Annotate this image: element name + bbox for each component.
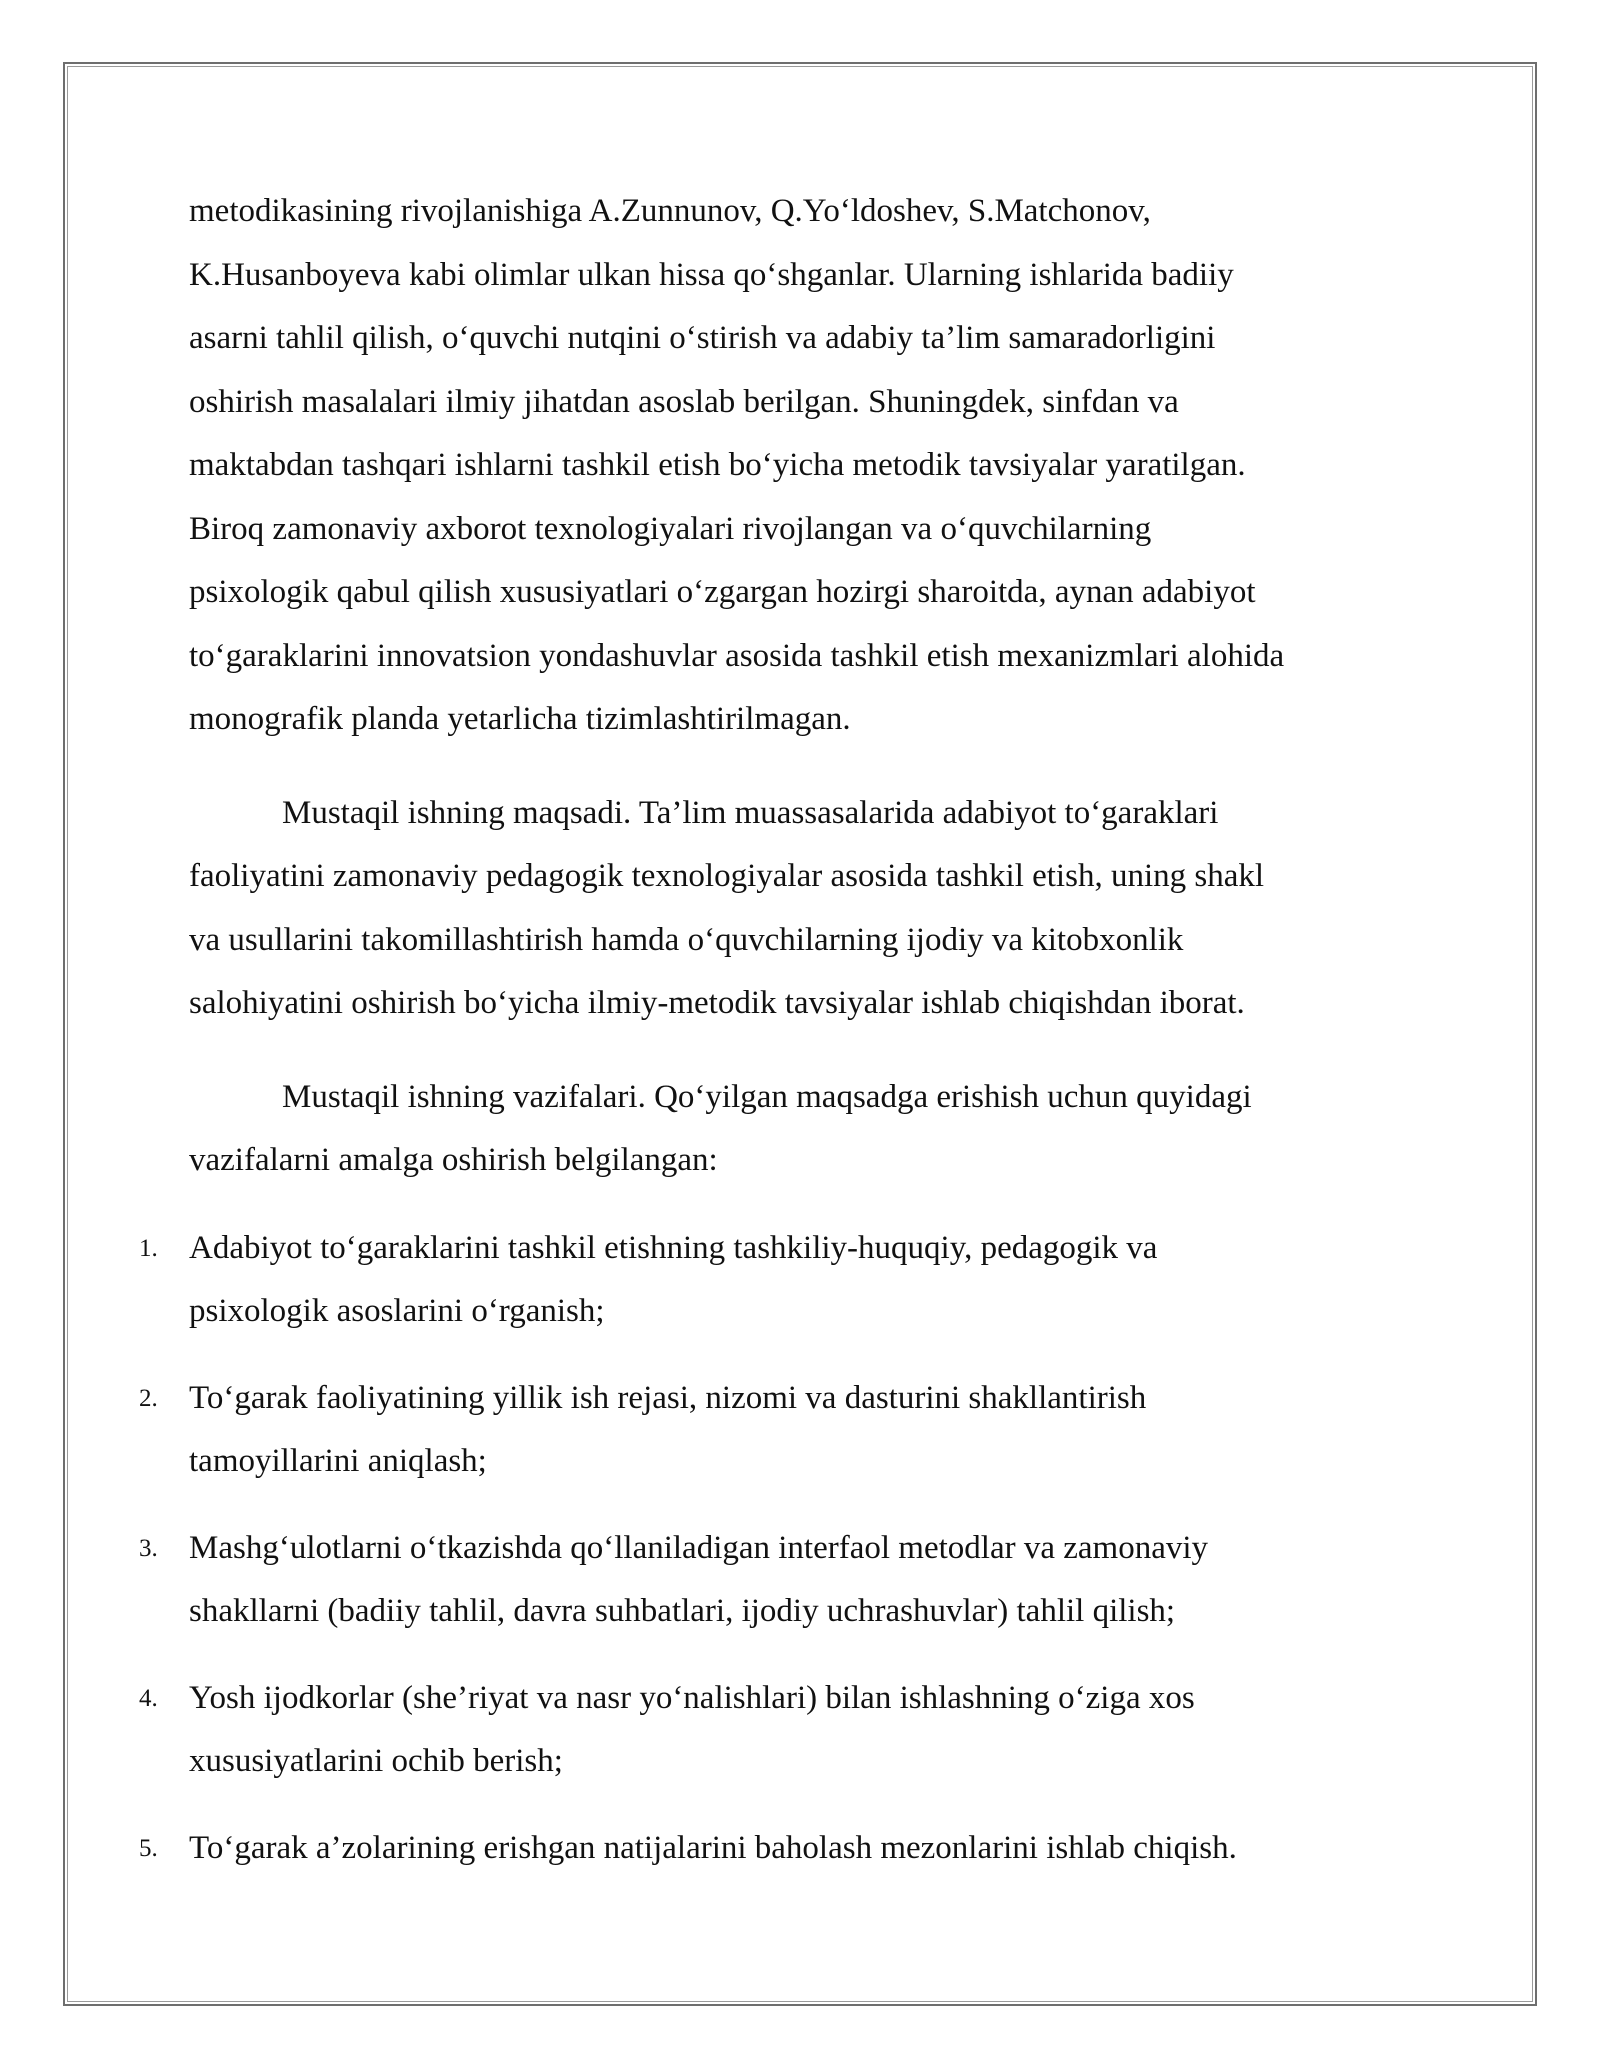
paragraph-background: metodikasining rivojlanishiga A.Zunnunov, Q.Yo‘ldoshev, S.Matchonov, K.Husanboyeva kabi olimlar ulkan hissa qo‘shganlar. Ularning ishlarida badiiy asarni tahlil qilish, o‘quvchi nutqini o‘stirish va adabiy ta’lim samaradorligini oshirish masalalari ilmiy jihatdan asoslab berilgan. Shuningdek, sinfdan va maktabdan tashqari ishlarni tashkil etish bo‘yicha metodik tavsiyalar yaratilgan. Biroq zamonaviy axborot texnologiyalari rivojlangan va o‘quvchilarning psixologik qabul qilish xususiyatlari o‘zgargan hozirgi sharoitda, aynan adabiyot to‘garaklarini innovatsion yondashuvlar asosida tashkil etish mexanizmlari alohida monografik planda yetarlicha tizimlashtirilmagan. [189,193,1285,737]
list-item-text: Mashg‘ulotlarni o‘tkazishda qo‘llaniladigan interfaol metodlar va zamonaviy shakllarni (badiiy tahlil, davra suhbatlari, ijodiy uchrashuvlar) tahlil qilish; [189,1529,1209,1629]
list-item-number: 1. [139,1234,158,1262]
document-body [139,180,1419,1880]
list-item [139,1217,1419,1344]
list-item [139,1517,1419,1644]
list-item-number: 5. [139,1834,158,1862]
list-item [139,1367,1419,1494]
task-list [139,1217,1419,1881]
list-item-text: Adabiyot to‘garaklarini tashkil etishning tashkiliy-huquqiy, pedagogik va psixologik asoslarini o‘rganish; [189,1229,1158,1329]
list-item-number: 4. [139,1684,158,1712]
list-item [139,1667,1419,1794]
list-item-text: To‘garak faoliyatining yillik ish rejasi, nizomi va dasturini shakllantirish tamoyillarini aniqlash; [189,1379,1147,1479]
list-item [139,1817,1419,1881]
paragraph-tasks-intro: Mustaqil ishning vazifalari. Qo‘yilgan maqsadga erishish uchun quyidagi vazifalarni amalga oshirish belgilangan: [189,1078,1252,1178]
list-item-text: To‘garak a’zolarining erishgan natijalarini baholash mezonlarini ishlab chiqish. [189,1829,1237,1866]
paragraph-goal: Mustaqil ishning maqsadi. Ta’lim muassasalarida adabiyot to‘garaklari faoliyatini zamonaviy pedagogik texnologiyalar asosida tashkil etish, uning shakl va usullarini takomillashtirish hamda o‘quvchilarning ijodiy va kitobxonlik salohiyatini oshirish bo‘yicha ilmiy-metodik tavsiyalar ishlab chiqishdan iborat. [189,794,1265,1021]
list-item-number: 2. [139,1384,158,1412]
list-item-text: Yosh ijodkorlar (she’riyat va nasr yo‘nalishlari) bilan ishlashning o‘ziga xos xususiyatlarini ochib berish; [189,1679,1195,1779]
list-item-number: 3. [139,1534,158,1562]
